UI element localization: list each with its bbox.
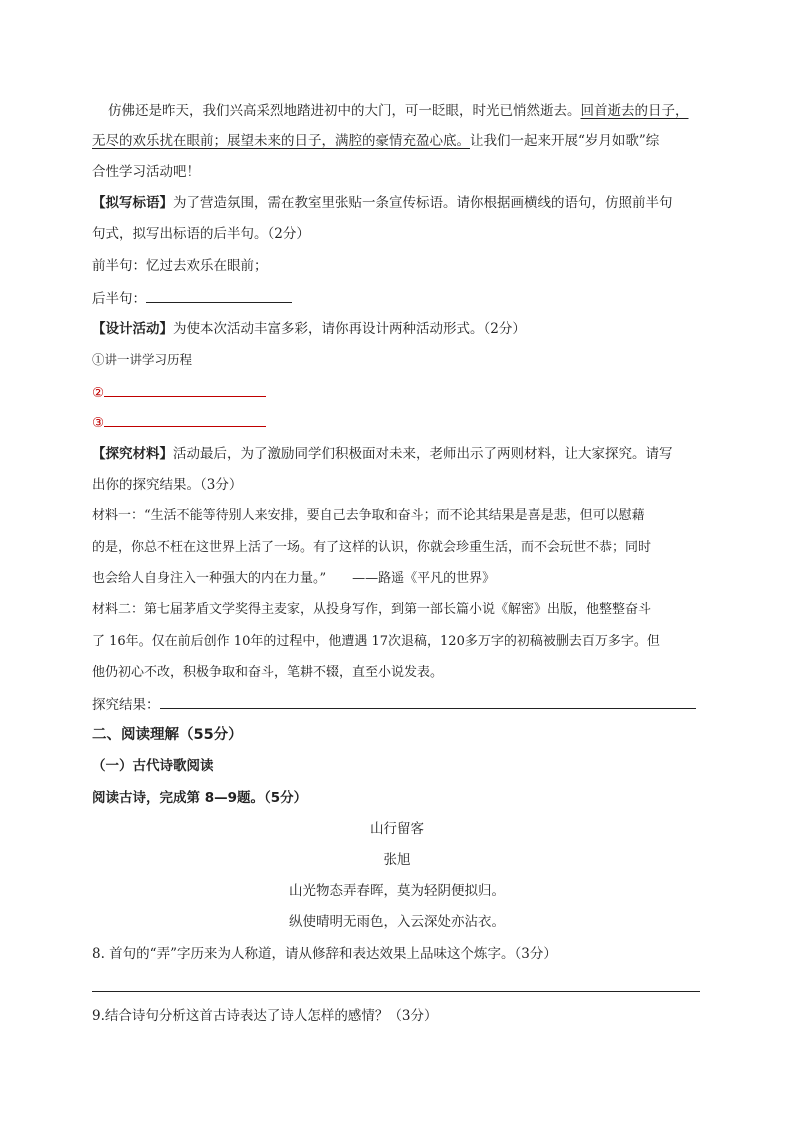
material-1-line-1: 材料一：“生活不能等待别人来安排，要自己去争取和奋斗；而不论其结果是喜是悲，但可以慰藉	[92, 508, 645, 523]
intro-text: 让我们一起来开展“岁月如歌”综	[470, 133, 660, 149]
intro-line-2	[92, 131, 659, 151]
material-1-line-3: 也会给人自身注入一种强大的内在力量。” ——路遥《平凡的世界》	[92, 571, 496, 586]
intro-line-3: 合性学习活动吧！	[92, 164, 200, 180]
poetry-instruction: 阅读古诗，完成第 8—9题。（5分）	[92, 790, 308, 806]
intro-line-1	[108, 101, 689, 121]
underlined-sentence: 回首逝去的日子，	[580, 103, 689, 119]
question-9: 9.结合诗句分析这首古诗表达了诗人怎样的感情？（3分）	[92, 1008, 438, 1024]
activity-answer-blank-2[interactable]	[104, 382, 266, 397]
material-2-line-3: 他仍初心不改，积极争取和奋斗，笔耕不辍，直至小说发表。	[92, 665, 444, 680]
question-8-answer-line[interactable]	[92, 991, 700, 992]
poem-author: 张旭	[383, 852, 411, 868]
activity-item-1: ①讲一讲学习历程	[92, 352, 193, 367]
poetry-subheading: （一）古代诗歌阅读	[92, 758, 214, 774]
result-label: 探究结果：	[92, 697, 160, 713]
explore-tag: 【探究材料】	[92, 446, 173, 462]
material-1-line-2: 的是，你总不枉在这世界上活了一场。有了这样的认识，你就会珍重生活，而不会玩世不恭；同时	[92, 540, 652, 555]
activity-item-2	[92, 382, 266, 403]
slogan-tag: 【拟写标语】	[92, 195, 173, 211]
result-row	[92, 694, 696, 715]
slogan-text: 为了营造氛围，需在教室里张贴一条宣传标语。请你根据画横线的语句，仿照前半句	[173, 195, 673, 211]
poem-line-2: 纵使晴明无雨色，入云深处亦沾衣。	[289, 914, 505, 930]
second-half-label: 后半句：	[92, 291, 146, 307]
poem-line-1: 山光物态弄春晖，莫为轻阴便拟归。	[289, 883, 505, 899]
activity-line	[92, 319, 526, 339]
slogan-line-2: 句式，拟写出标语的后半句。（2分）	[92, 226, 310, 242]
item-marker: ②	[92, 385, 105, 401]
question-8: 8. 首句的“弄”字历来为人称道，请从修辞和表达效果上品味这个炼字。（3分）	[92, 946, 557, 962]
explore-line-1	[92, 444, 673, 464]
result-answer-blank[interactable]	[160, 694, 696, 709]
second-half-row	[92, 288, 292, 309]
activity-text: 为使本次活动丰富多彩，请你再设计两种活动形式。（2分）	[173, 321, 526, 337]
second-half-answer-blank[interactable]	[146, 288, 292, 303]
item-marker: ③	[92, 415, 105, 431]
material-2-line-2: 了 16年。仅在前后创作 10年的过程中，他遭遇 17次退稿，120多万字的初稿被删去百万多字。但	[92, 634, 660, 649]
explore-line-2: 出你的探究结果。（3分）	[92, 477, 243, 493]
material-2-line-1: 材料二：第七届茅盾文学奖得主麦家，从投身写作，到第一部长篇小说《解密》出版，他整整奋斗	[92, 602, 652, 617]
poem-title: 山行留客	[370, 821, 424, 837]
intro-text: 仿佛还是昨天，我们兴高采烈地踏进初中的大门，可一眨眼，时光已悄然逝去。	[108, 103, 581, 119]
slogan-line-1	[92, 193, 673, 213]
activity-tag: 【设计活动】	[92, 321, 173, 337]
part-2-heading: 二、阅读理解（55分）	[92, 727, 243, 743]
first-half: 前半句：忆过去欢乐在眼前；	[92, 258, 268, 274]
activity-item-3	[92, 412, 266, 433]
activity-answer-blank-3[interactable]	[104, 412, 266, 427]
explore-text: 活动最后，为了激励同学们积极面对未来，老师出示了两则材料，让大家探究。请写	[173, 446, 673, 462]
underlined-sentence: 无尽的欢乐扰在眼前；展望未来的日子，满腔的豪情充盈心底。	[92, 133, 470, 149]
